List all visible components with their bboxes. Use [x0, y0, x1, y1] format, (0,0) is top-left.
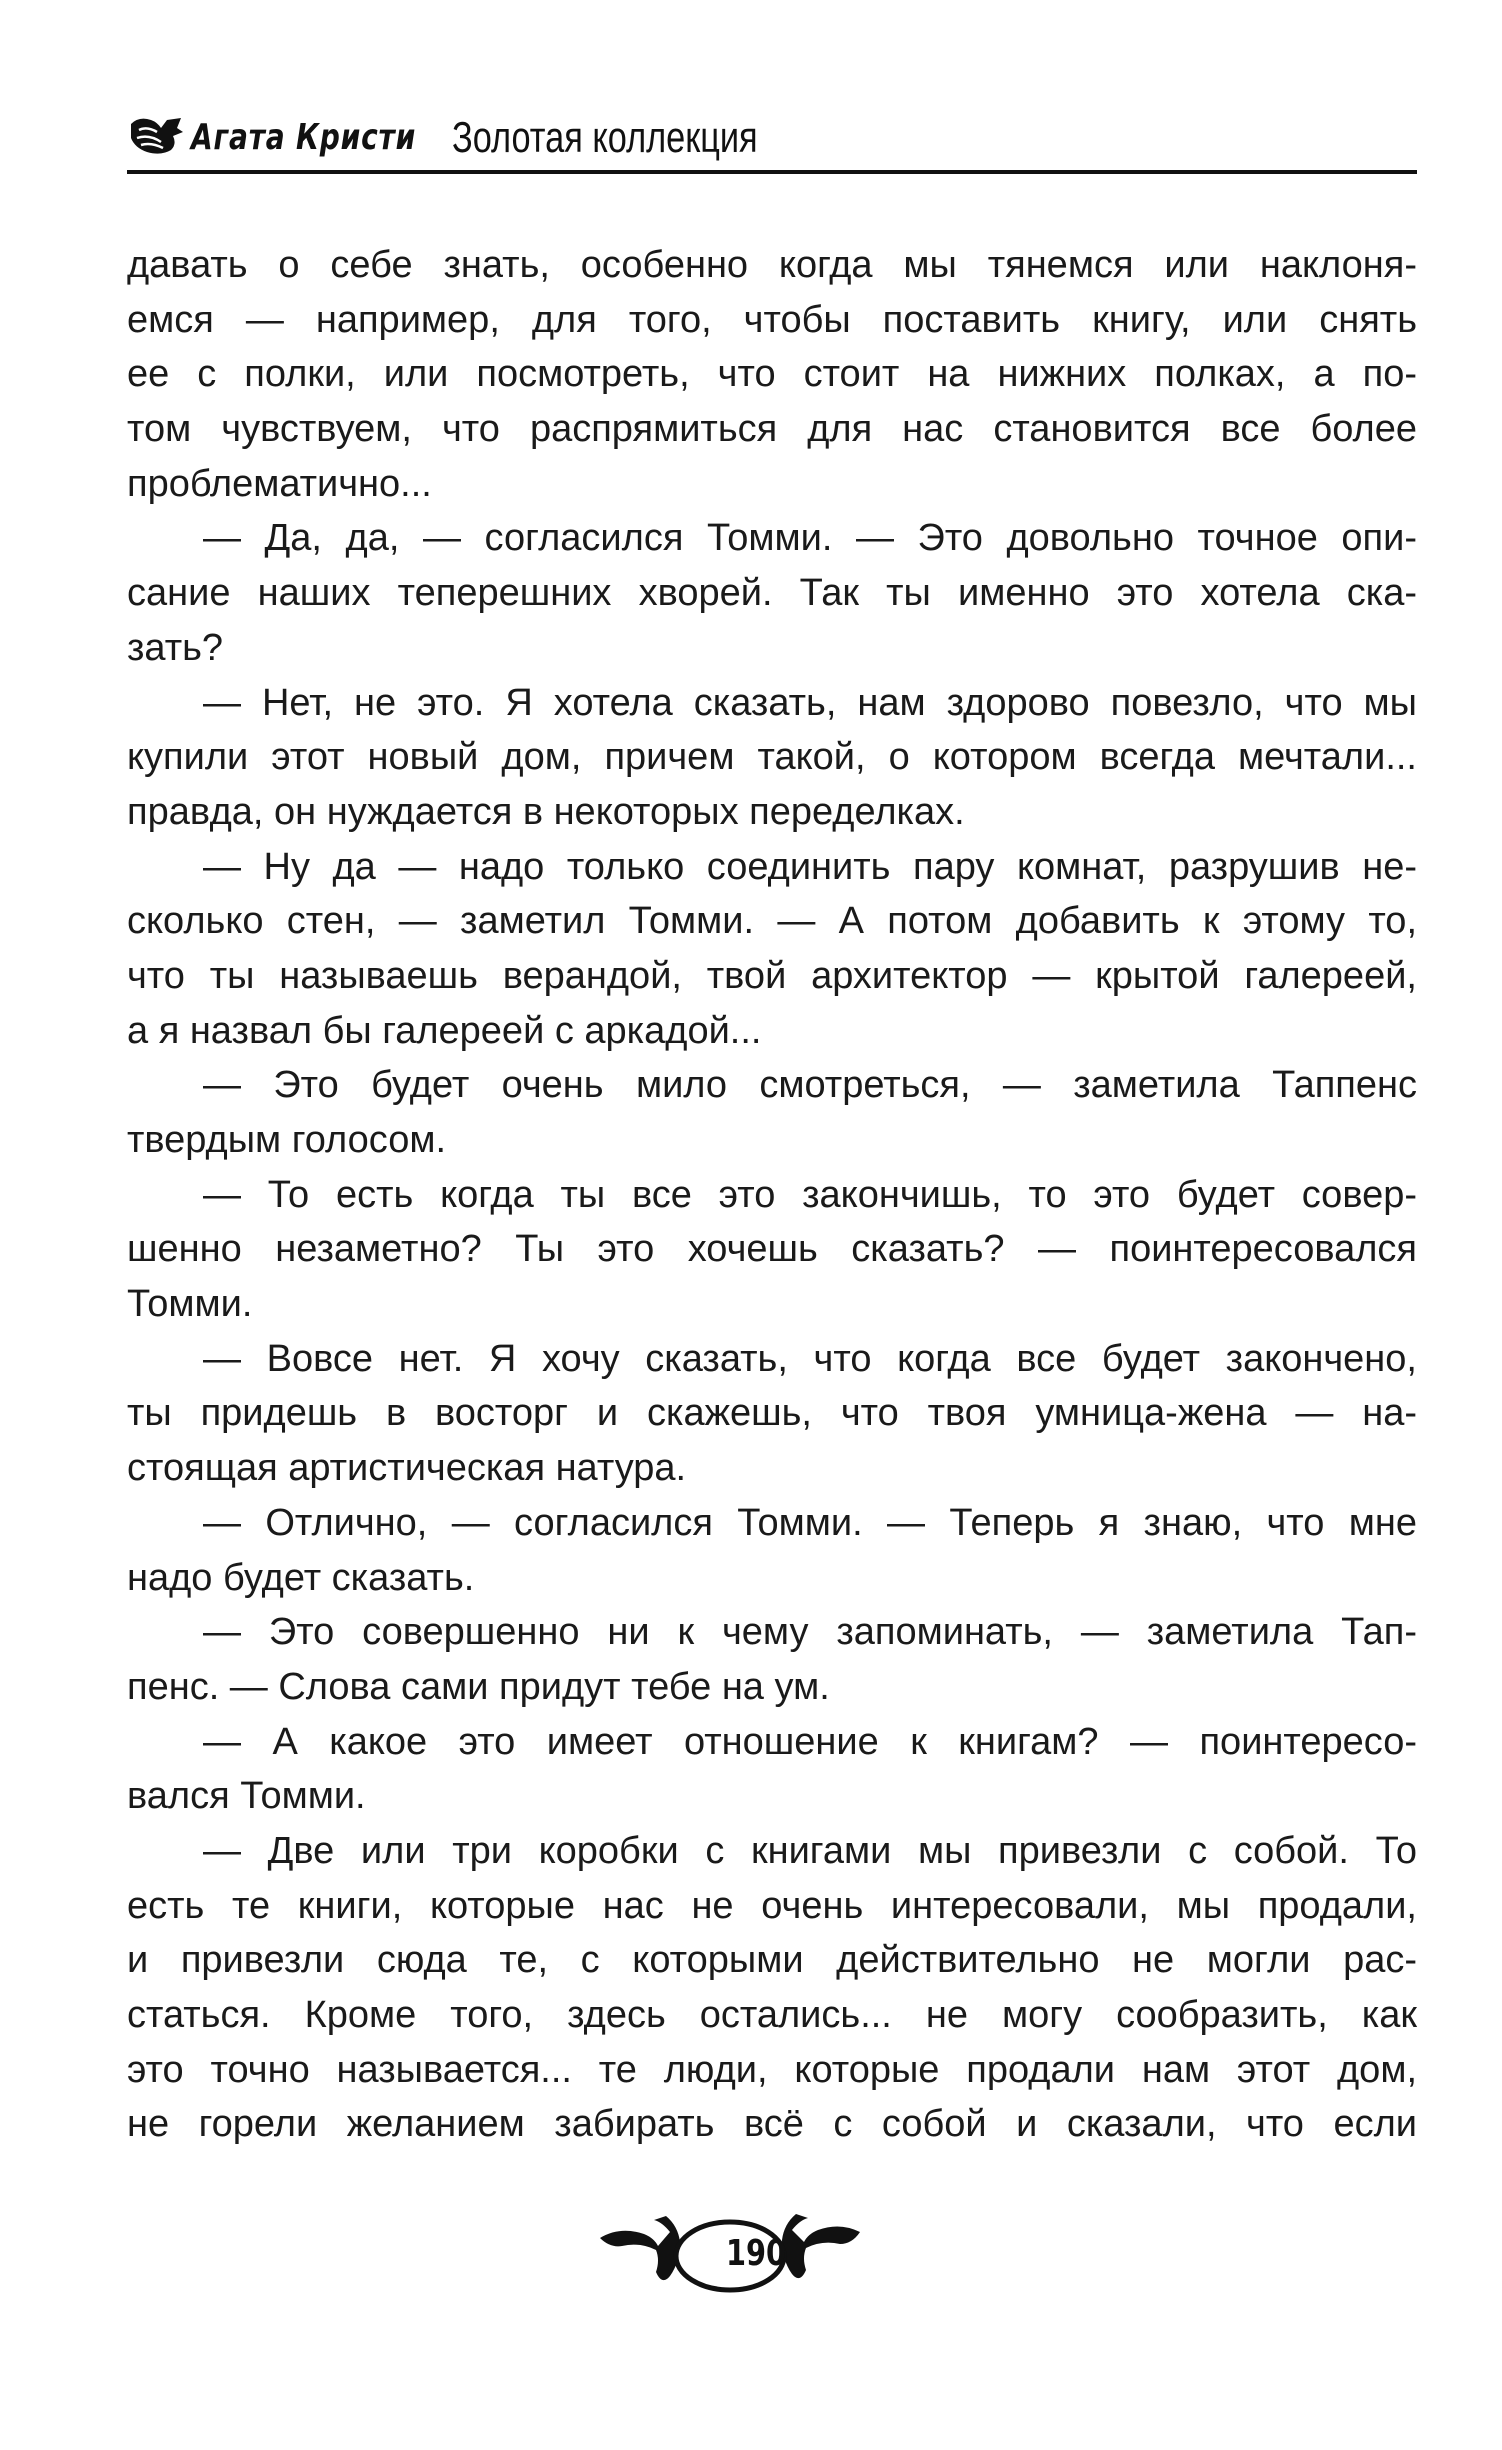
text-line: давать о себе знать, особенно когда мы тянемся или наклоня-: [127, 244, 1417, 286]
text-line: — Две или три коробки с книгами мы привезли с собой. То: [203, 1829, 1417, 1872]
text-line: а я назвал бы галереей с аркадой...: [127, 1009, 762, 1052]
text-line: проблематично...: [127, 462, 432, 505]
text-line: шенно незаметно? Ты это хочешь сказать? — поинтересовался: [127, 1228, 1417, 1271]
page-footer: [656, 2212, 916, 2302]
text-line: — То есть когда ты все это закончишь, то это будет совер-: [203, 1173, 1417, 1216]
text-line: сколько стен, — заметил Томми. — А потом добавить к этому то,: [127, 900, 1417, 943]
text-line: правда, он нуждается в некоторых переделках.: [127, 790, 965, 833]
text-line: стоящая артистическая натура.: [127, 1447, 687, 1490]
text-line: — Да, да, — согласился Томми. — Это довольно точное опи-: [203, 517, 1417, 560]
text-line: — Отлично, — согласился Томми. — Теперь я знаю, что мне: [203, 1501, 1417, 1544]
text-line: сание наших теперешних хворей. Так ты именно это хотела ска-: [127, 572, 1417, 615]
text-line: и привезли сюда те, с которыми действительно не могли рас-: [127, 1939, 1417, 1982]
text-line: — Ну да — надо только соединить пару комнат, разрушив не-: [203, 845, 1417, 888]
series-title: Золотая коллекция: [452, 113, 758, 162]
text-line: не горели желанием забирать всё с собой и сказали, что если: [127, 2103, 1417, 2146]
text-line: емся — например, для того, чтобы поставить книгу, или снять: [127, 298, 1417, 341]
text-line: — Нет, не это. Я хотела сказать, нам здорово повезло, что мы: [203, 681, 1417, 724]
text-line: том чувствуем, что распрямиться для нас становится все более: [127, 408, 1417, 451]
text-line: Томми.: [127, 1283, 253, 1326]
running-header: [127, 108, 1417, 178]
text-line: — Это совершенно ни к чему запоминать, — заметила Тап-: [203, 1611, 1417, 1654]
text-line: твердым голосом.: [127, 1119, 447, 1161]
text-line: вался Томми.: [127, 1775, 366, 1818]
text-line: ты придешь в восторг и скажешь, что твоя умница-жена — на-: [127, 1392, 1417, 1435]
text-line: есть те книги, которые нас не очень интересовали, мы продали,: [127, 1884, 1417, 1927]
author-name: Агата Кристи: [191, 117, 417, 158]
series-logo-icon: [127, 114, 185, 158]
body-text: [127, 238, 1417, 2152]
text-line: — Это будет очень мило смотреться, — заметила Таппенс: [203, 1064, 1417, 1107]
text-line: зать?: [127, 626, 224, 669]
page-number: 190: [725, 2233, 787, 2274]
text-line: надо будет сказать.: [127, 1556, 475, 1599]
text-line: статься. Кроме того, здесь остались... не могу сообразить, как: [127, 1994, 1417, 2036]
text-line: что ты называешь верандой, твой архитектор — крытой галереей,: [127, 954, 1417, 997]
text-line: пенс. — Слова сами придут тебе на ум.: [127, 1665, 830, 1708]
text-line: купили этот новый дом, причем такой, о котором всегда мечтали...: [127, 736, 1417, 779]
text-line: — Вовсе нет. Я хочу сказать, что когда все будет закончено,: [203, 1337, 1417, 1380]
text-line: — А какое это имеет отношение к книгам? — поинтересо-: [203, 1720, 1417, 1763]
text-line: ее с полки, или посмотреть, что стоит на нижних полках, а по-: [127, 353, 1417, 396]
header-rule: [127, 170, 1417, 174]
text-line: это точно называется... те люди, которые продали нам этот дом,: [127, 2048, 1417, 2091]
